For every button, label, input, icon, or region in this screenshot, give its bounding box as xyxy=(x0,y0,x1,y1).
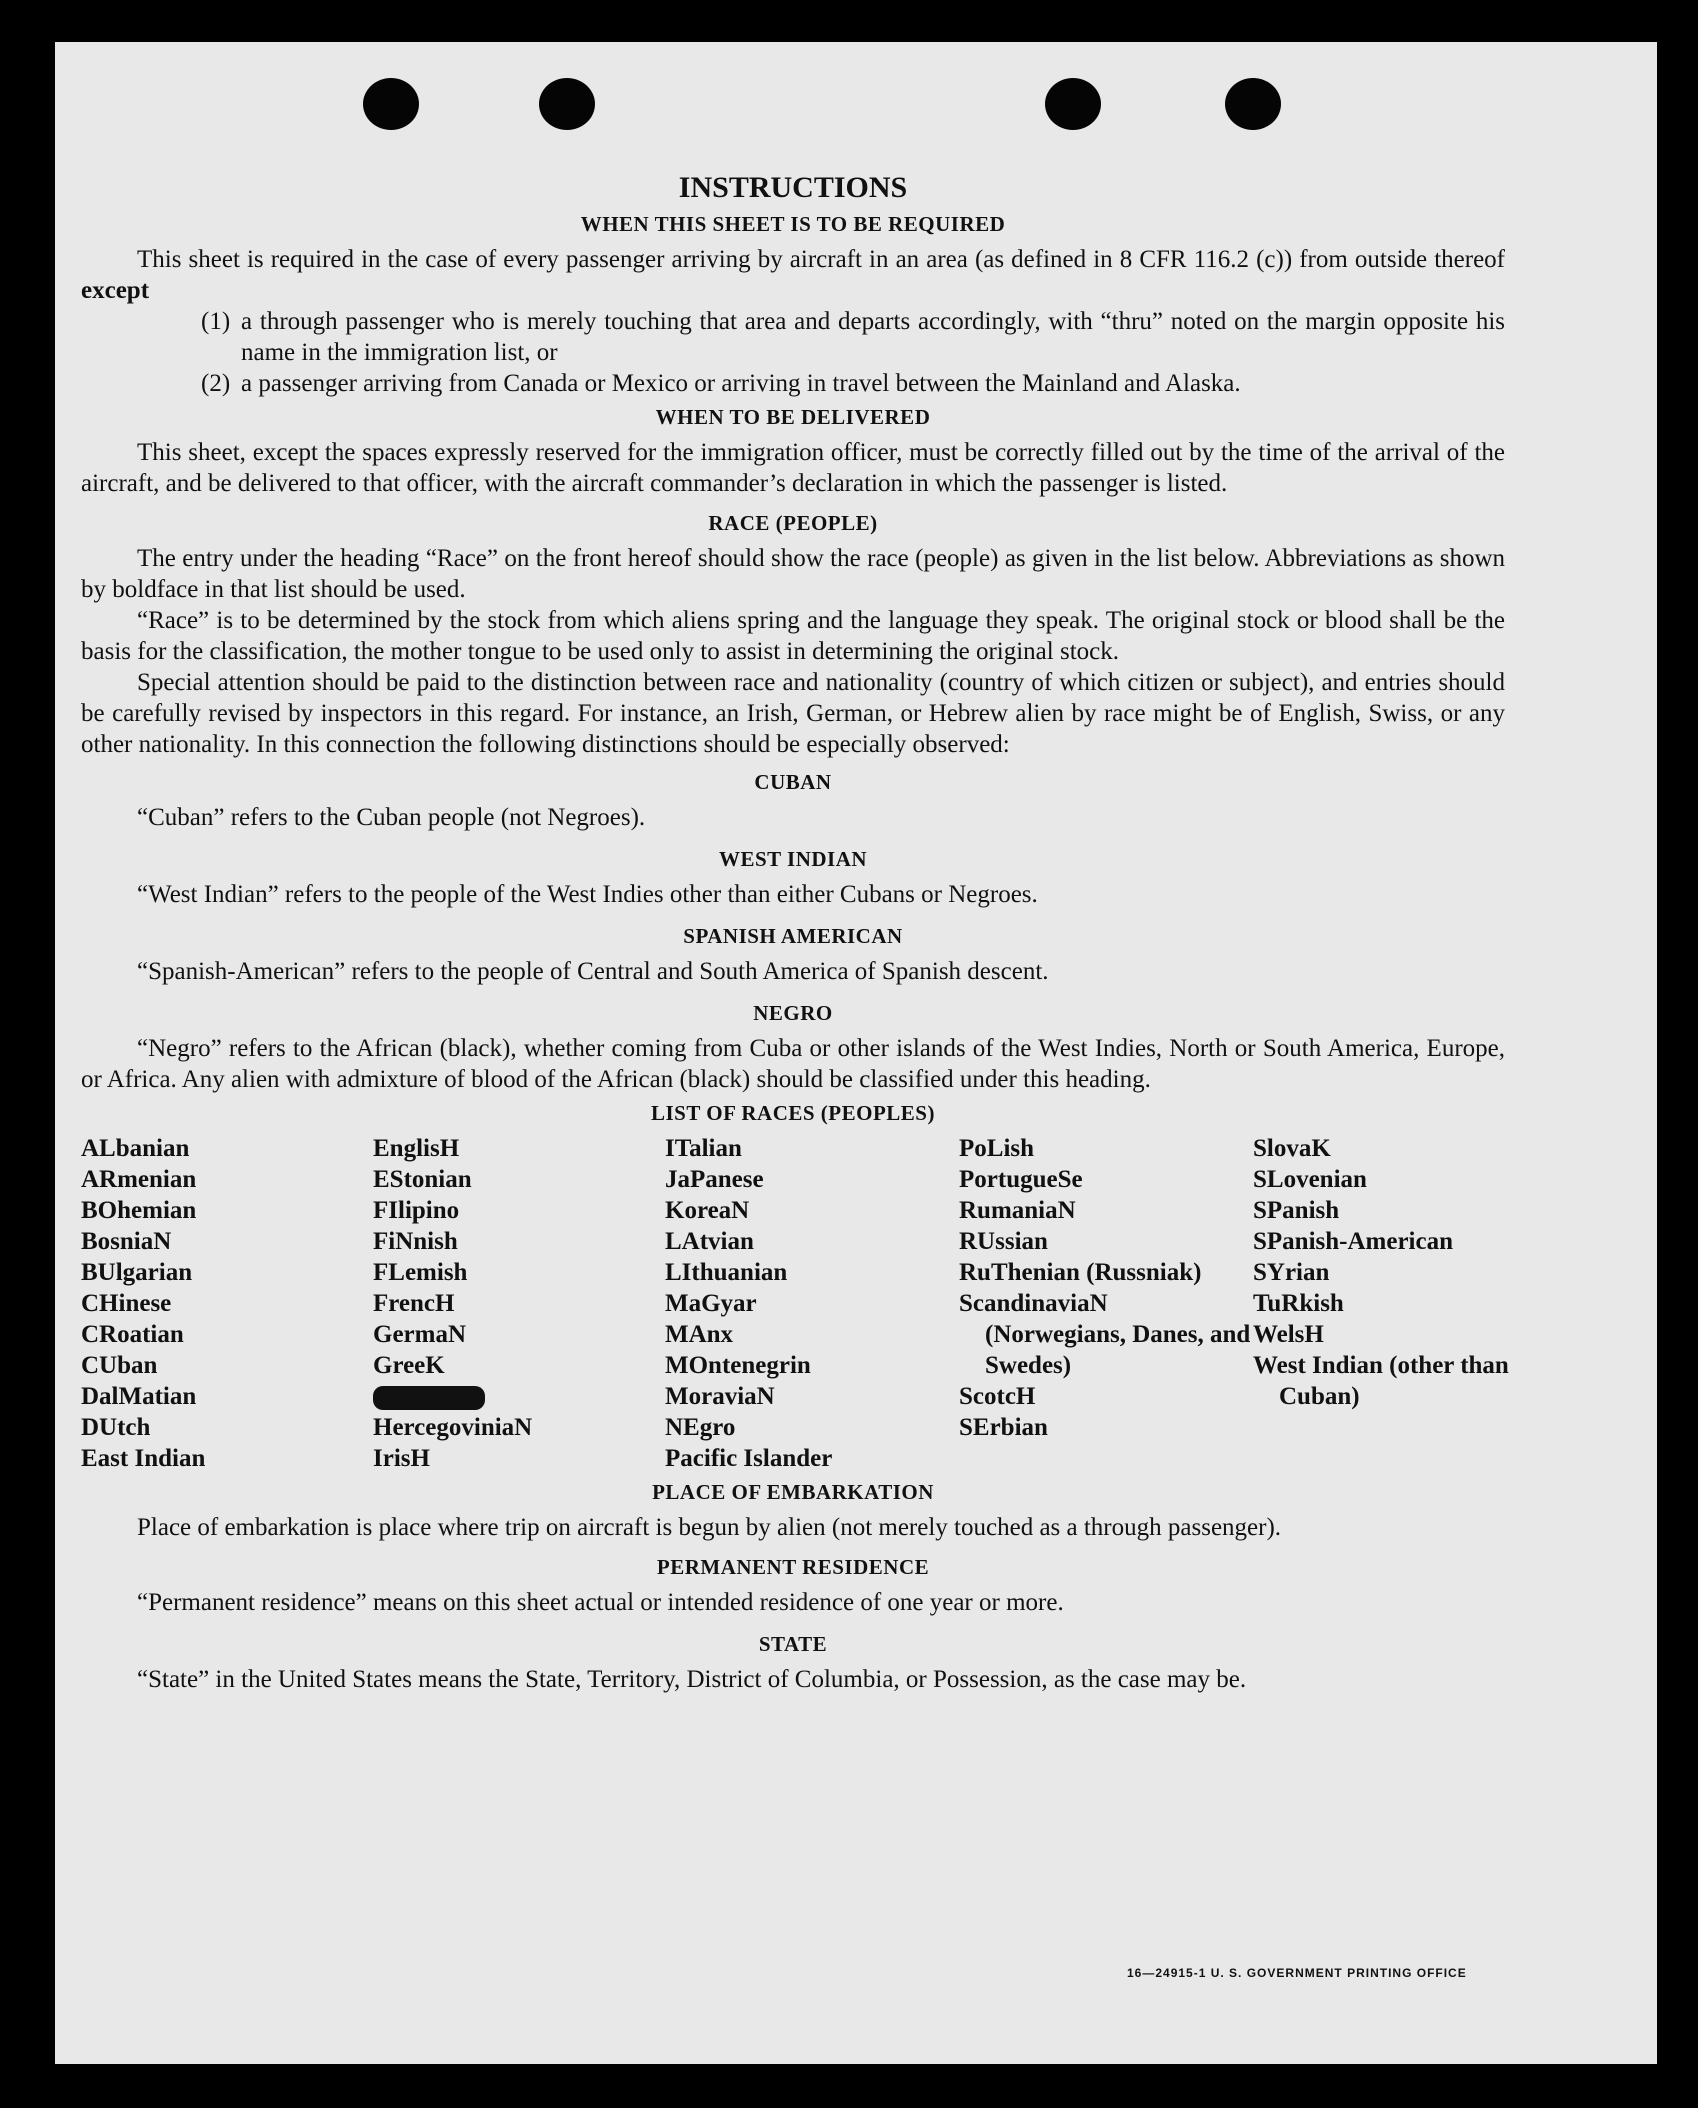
race-entry: RuThenian (Russniak) xyxy=(959,1259,1202,1286)
race-entry: LAtvian xyxy=(665,1228,754,1255)
race-entry: BUlgarian xyxy=(81,1259,193,1286)
punch-hole xyxy=(1225,78,1281,130)
section-heading-races: LIST OF RACES (PEOPLES) xyxy=(651,1101,935,1125)
race-entry: MoraviaN xyxy=(665,1383,775,1410)
exception-item: (2) a passenger arriving from Canada or Mexico or arriving in travel between the Mainland and Alaska. xyxy=(201,370,1241,397)
page-title: INSTRUCTIONS xyxy=(678,171,908,204)
race-entry: PortugueSe xyxy=(959,1166,1083,1193)
race-entry: CRoatian xyxy=(81,1321,184,1348)
delivered-text: This sheet, except the spaces expressly reserved for the immigration officer, must be correctly filled out by the time of the arrival of the aircraft, and be delivered to that officer, with the aircraft commander’s declaration in which the passenger is listed. xyxy=(81,439,1505,497)
race-entry: FIlipino xyxy=(373,1197,460,1224)
section-heading-state: STATE xyxy=(758,1632,828,1656)
race-entry: NEgro xyxy=(665,1414,736,1441)
race-entry: GreeK xyxy=(373,1352,445,1379)
race-entry: RumaniaN xyxy=(959,1197,1076,1224)
punch-hole xyxy=(363,78,419,130)
race-list xyxy=(81,1133,1509,1474)
race-column xyxy=(81,1133,373,1474)
cuban-text: “Cuban” refers to the Cuban people (not Negroes). xyxy=(137,804,646,831)
race-entry: MOntenegrin xyxy=(665,1352,811,1379)
page-content xyxy=(81,170,1509,1695)
race-entry: WelsH xyxy=(1253,1321,1324,1348)
race-entry: SYrian xyxy=(1253,1259,1330,1286)
section-heading-delivered: WHEN TO BE DELIVERED xyxy=(655,405,931,429)
race-entry: JaPanese xyxy=(665,1166,764,1193)
race-entry: EStonian xyxy=(373,1166,472,1193)
race-entry: DalMatian xyxy=(81,1383,197,1410)
race-entry: RUssian xyxy=(959,1228,1048,1255)
section-heading-spanish-american: SPANISH AMERICAN xyxy=(683,924,903,948)
race-paragraph-3: Special attention should be paid to the distinction between race and nationality (country of which citizen or subject), and entries should be carefully revised by inspectors in this regard. For instance, an Irish, German, or Hebrew alien by race might be of English, Swiss, or any other nationality. In this connection the following distinctions should be especially observed: xyxy=(81,669,1505,758)
section-heading-residence: PERMANENT RESIDENCE xyxy=(656,1555,930,1579)
race-column xyxy=(1253,1133,1513,1474)
required-intro: This sheet is required in the case of every passenger arriving by aircraft in an area (as defined in 8 CFR 116.2 (c)) from outside thereof except xyxy=(81,246,1505,304)
state-text: “State” in the United States means the State, Territory, District of Columbia, or Possession, as the case may be. xyxy=(137,1666,1247,1693)
section-heading-race: RACE (PEOPLE) xyxy=(708,511,878,535)
race-entry: TuRkish xyxy=(1253,1290,1344,1317)
punch-hole xyxy=(539,78,595,130)
race-entry: CUban xyxy=(81,1352,158,1379)
race-entry: HercegoviniaN xyxy=(373,1414,533,1441)
punch-hole xyxy=(1045,78,1101,130)
race-entry: GermaN xyxy=(373,1321,467,1348)
race-entry: FrencH xyxy=(373,1290,455,1317)
redacted-entry xyxy=(373,1381,665,1412)
race-entry: EnglisH xyxy=(373,1135,460,1162)
race-entry: ScandinaviaN (Norwegians, Danes, and Swedes) xyxy=(959,1290,1251,1379)
race-entry: ITalian xyxy=(665,1135,742,1162)
section-heading-embarkation: PLACE OF EMBARKATION xyxy=(652,1480,934,1504)
exception-item: (1) a through passenger who is merely touching that area and departs accordingly, with “thru” noted on the margin opposite his name in the immigration list, or xyxy=(201,308,1505,366)
race-paragraph-2: “Race” is to be determined by the stock from which aliens spring and the language they speak. The original stock or blood shall be the basis for the classification, the mother tongue to be used only to assist in determining the original stock. xyxy=(81,607,1505,665)
race-entry: SLovenian xyxy=(1253,1166,1367,1193)
embarkation-text: Place of embarkation is place where trip on aircraft is begun by alien (not merely touched as a through passenger). xyxy=(137,1514,1282,1541)
race-entry: PoLish xyxy=(959,1135,1035,1162)
race-entry: Pacific Islander xyxy=(665,1445,833,1472)
race-entry: East Indian xyxy=(81,1445,206,1472)
race-entry: ScotcH xyxy=(959,1383,1036,1410)
race-entry: SPanish-American xyxy=(1253,1228,1453,1255)
west-indian-text: “West Indian” refers to the people of the West Indies other than either Cubans or Negroes. xyxy=(137,881,1038,908)
race-entry: ARmenian xyxy=(81,1166,197,1193)
residence-text: “Permanent residence” means on this sheet actual or intended residence of one year or more. xyxy=(137,1589,1064,1616)
race-entry: MAnx xyxy=(665,1321,734,1348)
spanish-american-text: “Spanish-American” refers to the people of Central and South America of Spanish descent. xyxy=(137,958,1049,985)
race-entry: SErbian xyxy=(959,1414,1048,1441)
race-entry: KoreaN xyxy=(665,1197,750,1224)
race-entry: MaGyar xyxy=(665,1290,757,1317)
section-heading-cuban: CUBAN xyxy=(754,770,832,794)
race-paragraph-1: The entry under the heading “Race” on the front hereof should show the race (people) as given in the list below. Abbreviations as shown by boldface in that list should be used. xyxy=(81,545,1505,603)
race-entry: CHinese xyxy=(81,1290,172,1317)
race-entry: LIthuanian xyxy=(665,1259,788,1286)
race-entry: FLemish xyxy=(373,1259,468,1286)
section-heading-required: WHEN THIS SHEET IS TO BE REQUIRED xyxy=(580,212,1006,236)
race-column xyxy=(959,1133,1253,1474)
section-heading-west-indian: WEST INDIAN xyxy=(718,847,868,871)
race-column xyxy=(373,1133,665,1474)
race-entry: IrisH xyxy=(373,1445,430,1472)
race-entry: West Indian (other than Cuban) xyxy=(1253,1352,1509,1410)
print-office-footer: 16—24915-1 U. S. GOVERNMENT PRINTING OFFICE xyxy=(1127,1966,1467,1980)
race-column xyxy=(665,1133,959,1474)
race-entry: SlovaK xyxy=(1253,1135,1331,1162)
race-entry: DUtch xyxy=(81,1414,151,1441)
race-entry: SPanish xyxy=(1253,1197,1340,1224)
race-entry: ALbanian xyxy=(81,1135,190,1162)
negro-text: “Negro” refers to the African (black), whether coming from Cuba or other islands of the West Indies, North or South America, Europe, or Africa. Any alien with admixture of blood of the African (black) should be classified under this heading. xyxy=(81,1035,1505,1093)
race-entry: BosniaN xyxy=(81,1228,172,1255)
race-entry: BOhemian xyxy=(81,1197,197,1224)
race-entry: FiNnish xyxy=(373,1228,458,1255)
section-heading-negro: NEGRO xyxy=(753,1001,833,1025)
instruction-sheet xyxy=(55,42,1657,2064)
